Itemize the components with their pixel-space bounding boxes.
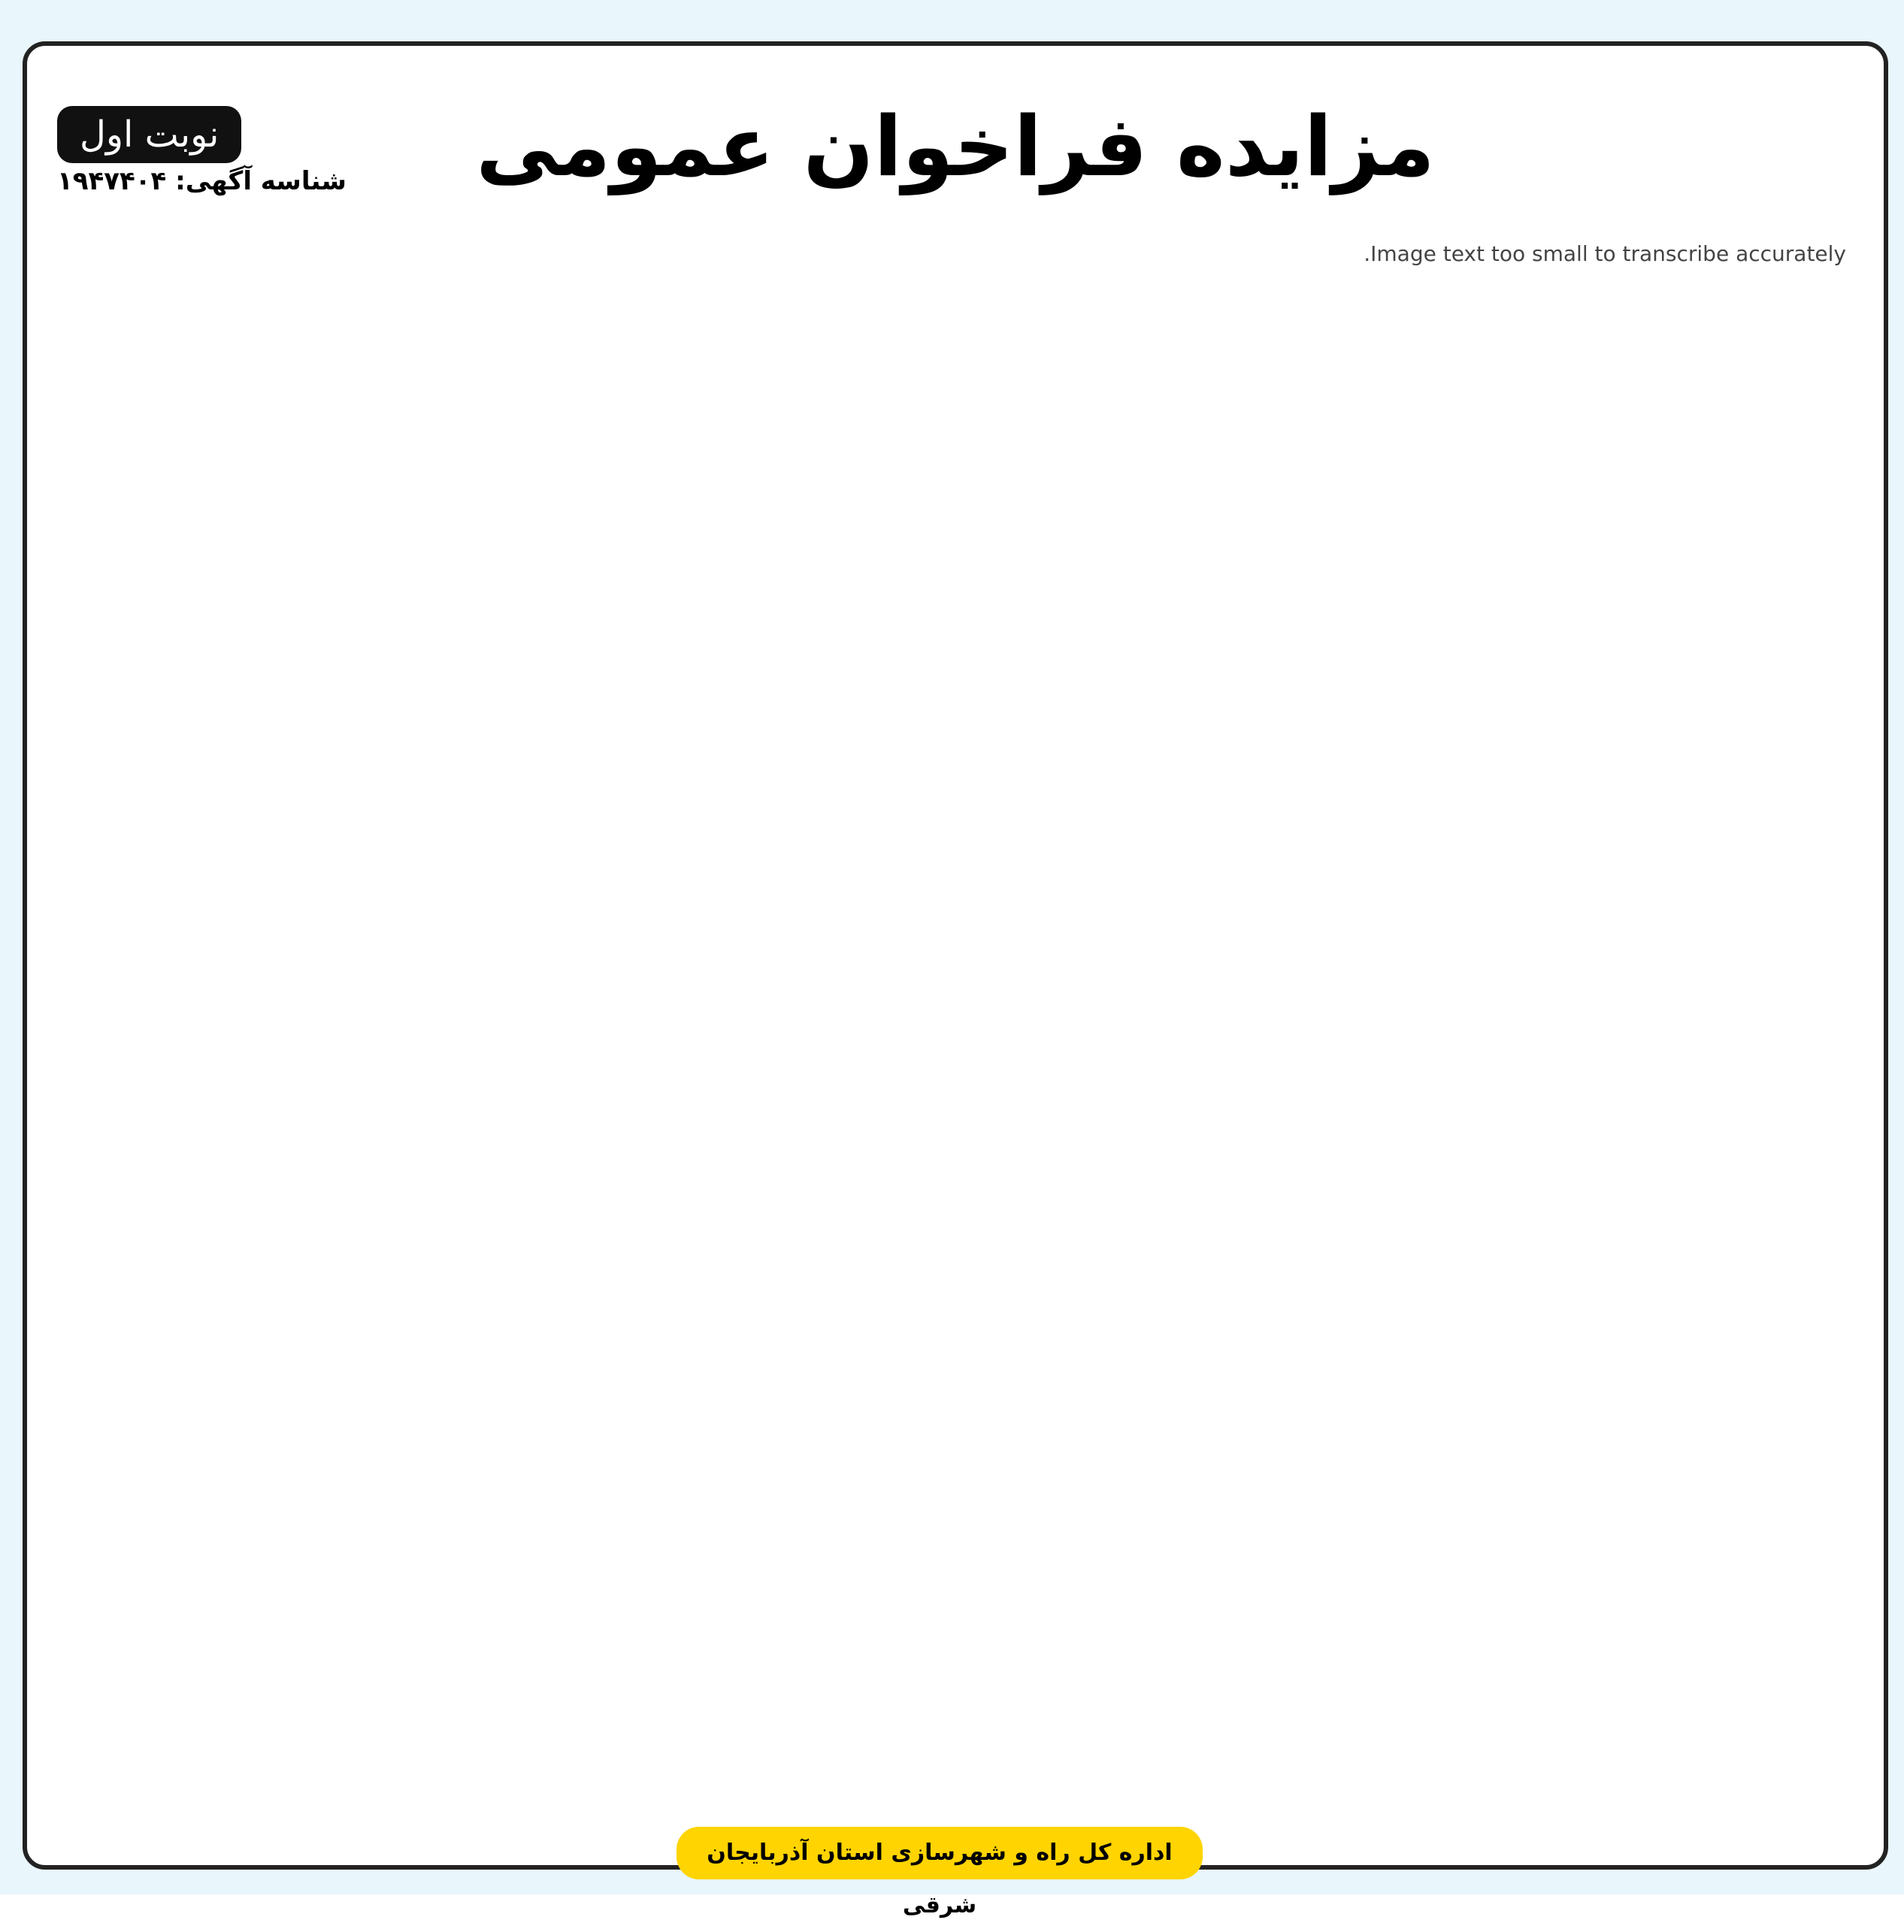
ad-frame: [23, 41, 1888, 1870]
round-badge: نوبت اول: [57, 106, 241, 163]
ad-id: شناسه آگهی: ۱۹۴۷۴۰۴: [57, 166, 347, 196]
notice: Image text too small to transcribe accurately.: [1364, 241, 1846, 266]
footer-org: اداره کل راه و شهرسازی استان آذربایجان شرقی: [677, 1827, 1203, 1879]
page-title: مزایده فراخوان عمومی: [476, 98, 1435, 195]
